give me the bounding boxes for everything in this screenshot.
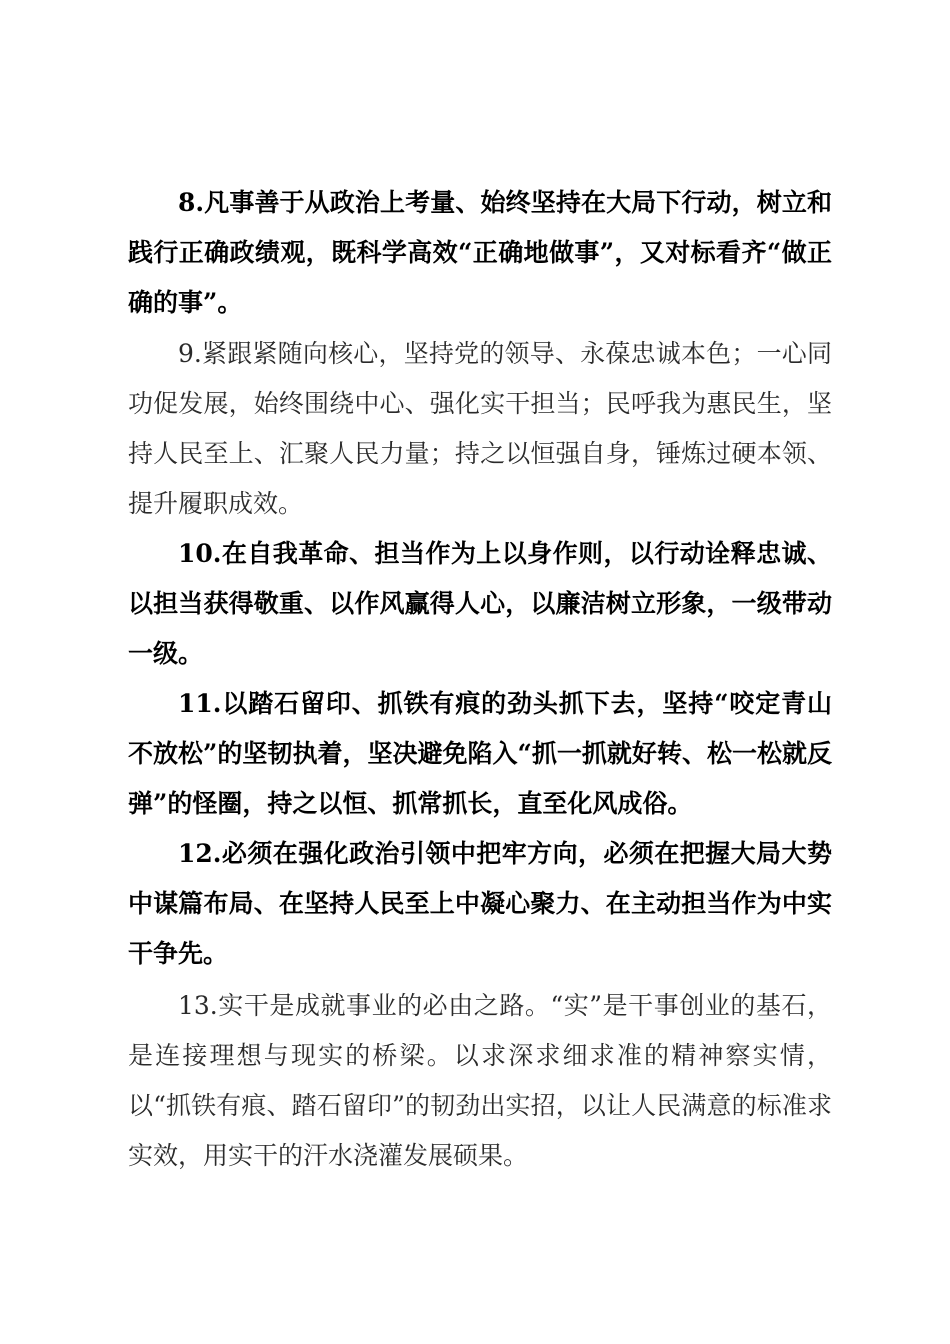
paragraph-11: 11.以踏石留印、抓铁有痕的劲头抓下去，坚持“咬定青山不放松”的坚韧执着，坚决避免陷入“抓一抓就好转、松一松就反弹”的怪圈，持之以恒、抓常抓长，直至化风成俗。 xyxy=(128,689,832,818)
paragraph-12: 12.必须在强化政治引领中把牢方向，必须在把握大局大势中谋篇布局、在坚持人民至上中凝心聚力、在主动担当作为中实干争先。 xyxy=(128,839,832,968)
paragraph-9: 9.紧跟紧随向核心，坚持党的领导、永葆忠诚本色；一心同功促发展，始终围绕中心、强化实干担当；民呼我为惠民生，坚持人民至上、汇聚人民力量；持之以恒强自身，锤炼过硬本领、提升履职成效。 xyxy=(128,339,832,518)
paragraph-8: 8.凡事善于从政治上考量、始终坚持在大局下行动，树立和践行正确政绩观，既科学高效“正确地做事”，又对标看齐“做正确的事”。 xyxy=(128,188,832,317)
document-body xyxy=(128,178,832,1181)
paragraph-10: 10.在自我革命、担当作为上以身作则，以行动诠释忠诚、以担当获得敬重、以作风赢得人心，以廉洁树立形象，一级带动一级。 xyxy=(128,539,832,668)
paragraph-13: 13.实干是成就事业的必由之路。“实”是干事创业的基石，是连接理想与现实的桥梁。以求深求细求准的精神察实情，以“抓铁有痕、踏石留印”的韧劲出实招，以让人民满意的标准求实效，用实干的汗水浇灌发展硕果。 xyxy=(128,991,832,1170)
